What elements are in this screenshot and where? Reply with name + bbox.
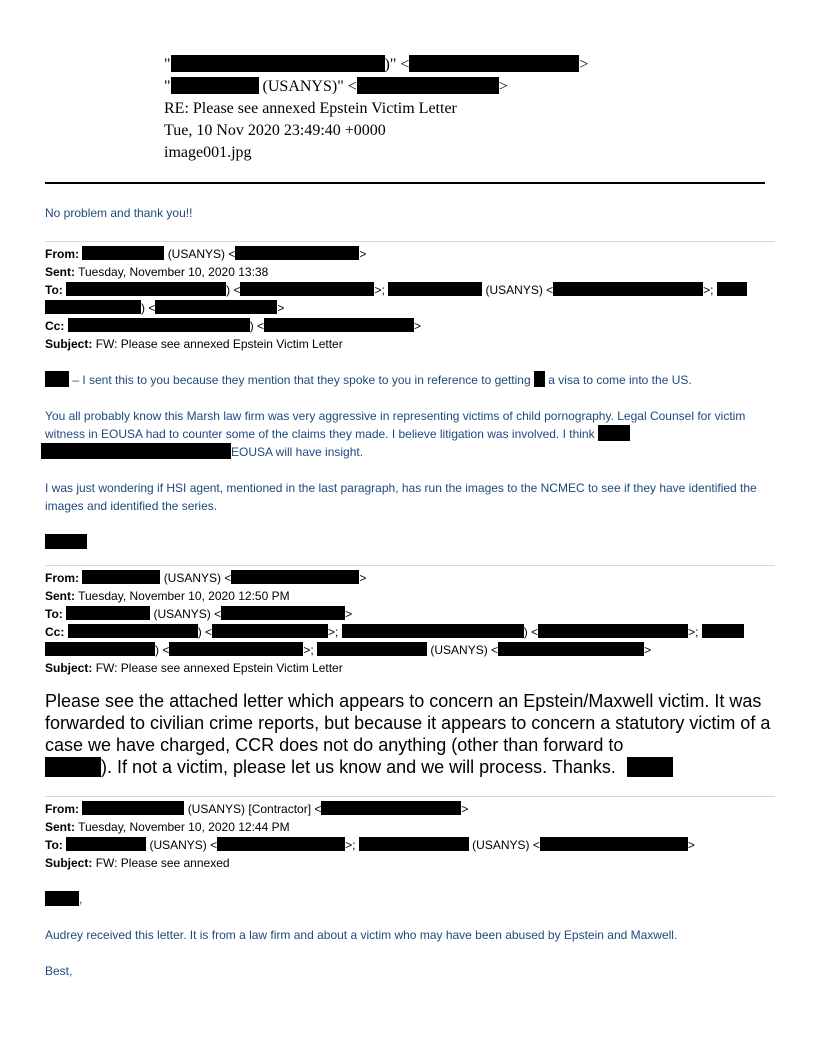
redaction (264, 318, 414, 332)
message-1-signature (45, 533, 775, 551)
redaction (702, 624, 744, 638)
message-3-greeting: , (45, 890, 775, 908)
redaction (171, 77, 259, 94)
redaction (388, 282, 482, 296)
redaction (240, 282, 374, 296)
message-2-header: From: (USANYS) < > Sent: Tuesday, November 10, 2020 12:50 PM To: (USANYS) < > Cc: ) < >; ) < >; ) < >; (USANYS) < > Subject: FW: Please see annexed Epstein Victim Letter (45, 569, 775, 677)
message-2-body: Please see the attached letter which appears to concern an Epstein/Maxwell victim. It was forwarded to civilian crime reports, but because it appears to concern a statutory victim of a case we have charged, CCR does not do anything (other than forward to ). If not a victim, please let us know and we will process. Thanks. (45, 691, 771, 777)
redaction (717, 282, 747, 296)
redaction (45, 757, 101, 777)
message-separator (45, 796, 775, 797)
redaction (45, 891, 79, 906)
redaction (553, 282, 703, 296)
redaction (534, 371, 545, 387)
redaction (221, 606, 345, 620)
message-3-closing: Best, (45, 964, 73, 978)
redaction (321, 801, 461, 815)
redaction (342, 624, 524, 638)
redaction (359, 837, 469, 851)
header-subject-value: RE: Please see annexed Epstein Victim Letter (164, 100, 457, 117)
header-from-value: " )" < > (164, 56, 589, 73)
redaction (498, 642, 644, 656)
reply-text: No problem and thank you!! (45, 206, 193, 220)
header-date-value: Tue, 10 Nov 2020 23:49:40 +0000 (164, 122, 386, 139)
redaction (66, 606, 150, 620)
redaction (409, 55, 579, 72)
email-body (45, 204, 775, 980)
header-to-value: " (USANYS)" < > (164, 78, 508, 95)
redaction (217, 837, 345, 851)
redaction (68, 318, 250, 332)
redaction (41, 443, 231, 459)
message-1-paragraph-2: You all probably know this Marsh law firm was very aggressive in representing victims of child pornography. Legal Counsel for victim witness in EOUSA had to counter some of the claims they made. I believe litigation was involved. I think EOUSA will have insight. (45, 407, 775, 461)
message-separator (45, 241, 775, 242)
redaction (538, 624, 688, 638)
message-3-header: From: (USANYS) [Contractor] < > Sent: Tuesday, November 10, 2020 12:44 PM To: (USANYS) < >; (USANYS) < > Subject: FW: Please see annexed (45, 802, 695, 870)
redaction (357, 77, 499, 94)
redaction (627, 757, 673, 777)
message-1-paragraph-1: – I sent this to you because they mention that they spoke to you in reference to getting a visa to come into the US. (45, 371, 775, 389)
redaction (598, 425, 630, 441)
redaction (82, 570, 160, 584)
redaction (169, 642, 303, 656)
redaction (317, 642, 427, 656)
redaction (45, 534, 87, 549)
redaction (66, 837, 146, 851)
header-inline-images-value: image001.jpg (164, 144, 252, 161)
redaction (155, 300, 277, 314)
redaction (45, 300, 141, 314)
redaction (171, 55, 385, 72)
redaction (235, 246, 359, 260)
header-divider (45, 182, 765, 184)
redaction (45, 642, 155, 656)
redaction (45, 371, 69, 387)
message-separator (45, 565, 775, 566)
redaction (212, 624, 328, 638)
redaction (82, 246, 164, 260)
redaction (66, 282, 226, 296)
redaction (540, 837, 688, 851)
message-1-paragraph-3: I was just wondering if HSI agent, mentioned in the last paragraph, has run the images to the NCMEC to see if they have identified the images and identified the series. (45, 481, 757, 513)
redaction (231, 570, 359, 584)
message-1-header: From: (USANYS) < > Sent: Tuesday, November 10, 2020 13:38 To: ) < >; (USANYS) < >; ) < > Cc: ) < > Subject: FW: Please see annexed Epstein Victim Letter (45, 245, 775, 353)
message-3-paragraph-1: Audrey received this letter. It is from a law firm and about a victim who may have been abused by Epstein and Maxwell. (45, 928, 678, 942)
redaction (82, 801, 184, 815)
redaction (68, 624, 198, 638)
